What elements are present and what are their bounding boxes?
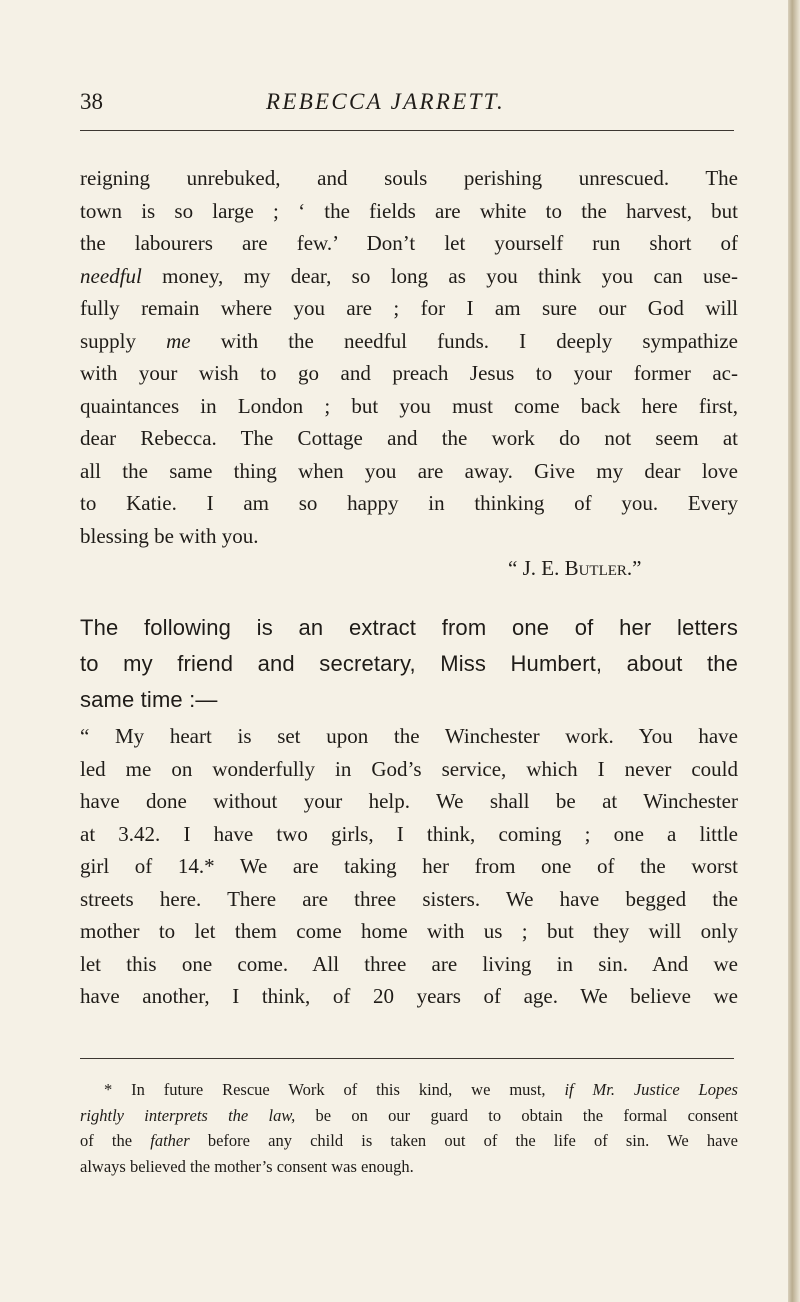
footnote-line <box>80 1103 738 1129</box>
footnote-line <box>80 1077 738 1103</box>
text-line: quaintances in London ; but you must come back here first, <box>80 393 738 418</box>
text-line: with your wish to go and preach Jesus to your former ac- <box>80 361 738 385</box>
letter-line: mother to let them come home with us ; but they will only <box>80 919 738 943</box>
footnote-text: of the <box>80 1131 151 1150</box>
intro-line: to my friend and secretary, Miss Humbert, about the <box>80 651 738 676</box>
text-line-rest: money, my dear, so long as you think you can use- <box>141 263 738 288</box>
text-line: to Katie. I am so happy in thinking of you. Every <box>80 491 738 515</box>
footnote-italic: father <box>150 1131 190 1150</box>
text-line: all the same thing when you are away. Give my dear love <box>80 458 738 483</box>
letter-line: “ My heart is set upon the Winchester work. You have <box>80 724 738 748</box>
letter-line: at 3.42. I have two girls, I think, coming ; one a little <box>80 821 738 846</box>
footnote-line: always believed the mother’s consent was enough. <box>80 1156 414 1176</box>
page-number: 38 <box>80 89 103 114</box>
text-line-needful <box>80 260 738 293</box>
text-line: town is so large ; ‘ the fields are white to the harvest, but <box>80 198 738 223</box>
text-line: fully remain where you are ; for I am sure our God will <box>80 296 738 320</box>
letter-line: have done without your help. We shall be at Winchester <box>80 789 738 813</box>
signature: “ J. E. Butler.” <box>508 556 642 580</box>
footnote-rule <box>80 1058 734 1059</box>
footnote-line <box>80 1128 738 1154</box>
footnote-italic: rightly interprets the law, <box>80 1105 296 1125</box>
letter-continuation <box>80 162 738 585</box>
text-line-rest: with the needful funds. I deeply sympathize <box>190 328 738 353</box>
intro-line: The following is an extract from one of her letters <box>80 615 738 640</box>
letter-line: let this one come. All three are living in sin. And we <box>80 951 738 976</box>
letter-line: led me on wonderfully in God’s service, which I never could <box>80 756 738 781</box>
letter-line: streets here. There are three sisters. We have begged the <box>80 886 738 911</box>
footnote <box>80 1077 738 1179</box>
text-line-prefix: supply <box>80 328 167 353</box>
header-rule <box>80 130 734 131</box>
intro-paragraph <box>80 610 738 718</box>
emphasis-needful: needful <box>80 263 142 288</box>
page-header <box>80 88 734 116</box>
footnote-text: before any child is taken out of the life of sin. We have <box>189 1131 738 1150</box>
text-line: reigning unrebuked, and souls perishing unrescued. The <box>80 166 738 190</box>
letter-line: have another, I think, of 20 years of age. We believe we <box>80 984 738 1008</box>
intro-line: same time :— <box>80 687 218 712</box>
text-line: the labourers are few.’ Don’t let yourself run short of <box>80 231 738 255</box>
footnote-text: * In future Rescue Work of this kind, we must, <box>104 1080 565 1099</box>
letter-line: girl of 14.* We are taking her from one of the worst <box>80 854 738 878</box>
footnote-text: be on our guard to obtain the formal consent <box>295 1105 738 1125</box>
text-line-me <box>80 325 738 358</box>
emphasis-me: me <box>166 328 191 353</box>
running-head: REBECCA JARRETT. <box>266 89 506 114</box>
footnote-italic: if Mr. Justice Lopes <box>564 1080 738 1099</box>
page-edge-shadow <box>788 0 800 1302</box>
letter-extract <box>80 720 738 1013</box>
text-line: blessing be with you. <box>80 523 259 548</box>
text-line: dear Rebecca. The Cottage and the work do not seem at <box>80 426 738 450</box>
